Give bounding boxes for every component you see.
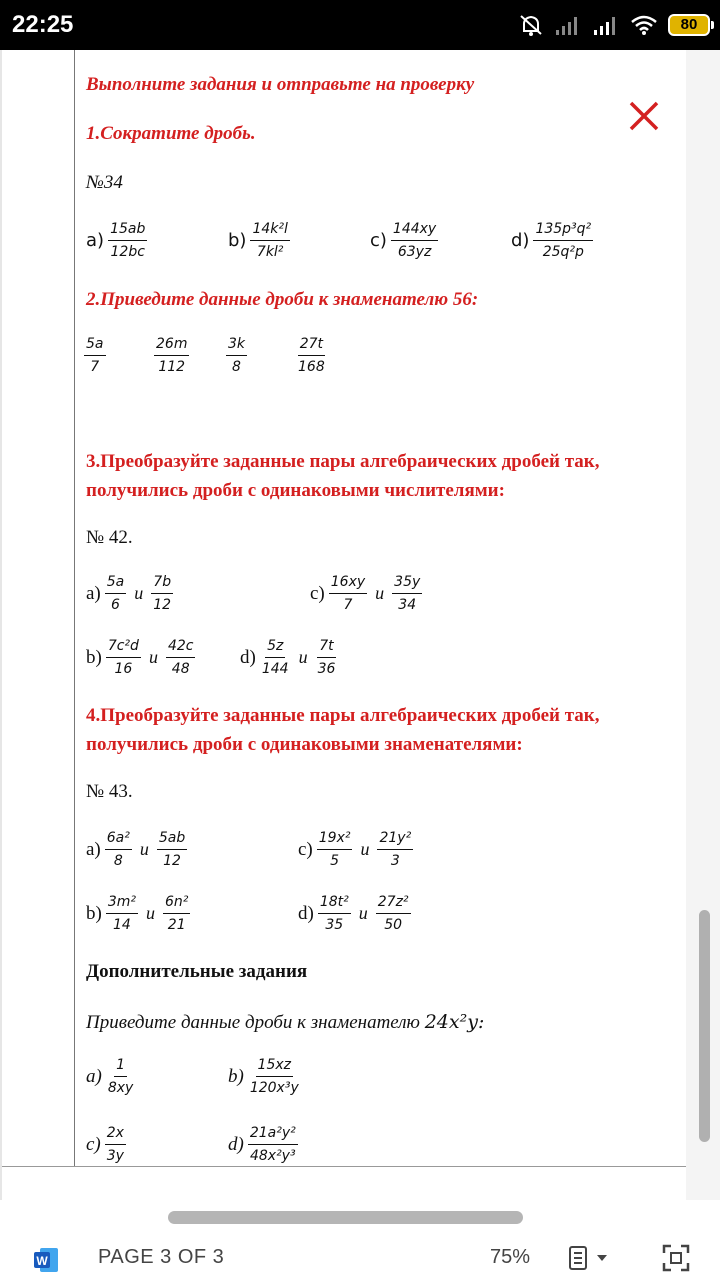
fraction: $\frac{5z}{144}$: [261, 638, 289, 677]
extra-item-b: [228, 1056, 301, 1097]
task3-item-c: [310, 573, 422, 614]
item-label: c): [310, 582, 325, 604]
fraction: $\frac{16xy}{7}$: [330, 574, 366, 613]
conjunction: и: [360, 839, 370, 859]
task3-title-line2: получились дроби с одинаковыми числителями:: [86, 480, 505, 501]
fraction: $\frac{\text{27z²}}{50}$: [377, 894, 409, 933]
fraction: $\frac{35y}{34}$: [394, 574, 421, 613]
task1-item-d: [511, 220, 593, 261]
extra-item-a: [86, 1056, 135, 1097]
fraction: $\frac{15xz}{\text{120x³y}}$: [249, 1057, 299, 1096]
task4-title-line1: 4.Преобразуйте заданные пары алгебраических дробей так,: [86, 705, 600, 726]
task2-item: [84, 335, 106, 376]
fraction: $\frac{42c}{48}$: [167, 638, 194, 677]
task2-title: 2.Приведите данные дроби к знаменателю 56:: [86, 289, 479, 310]
fraction: $\frac{3k}{8}$: [228, 336, 246, 375]
fraction: $\frac{7b}{12}$: [153, 574, 172, 613]
extra-title: Дополнительные задания: [86, 961, 308, 982]
task1-item-c: [370, 220, 438, 261]
task1-item-a: [86, 220, 147, 261]
item-label: a): [86, 1065, 102, 1087]
task4-item-a: [86, 829, 187, 870]
fraction: $\frac{5ab}{12}$: [158, 830, 186, 869]
status-time: 22:25: [12, 11, 74, 38]
task3-number: № 42.: [86, 527, 133, 548]
task4-item-c: [298, 829, 413, 870]
fraction: $\frac{5a}{7}$: [86, 336, 104, 375]
item-label: a): [86, 838, 101, 860]
item-label: d): [511, 230, 530, 251]
extra-item-d: [228, 1124, 298, 1165]
page-bottom-edge: [2, 1166, 686, 1167]
fraction: $\frac{1}{8xy}$: [107, 1057, 134, 1096]
fraction: $\frac{7t}{36}$: [317, 638, 336, 677]
item-label: b): [86, 902, 102, 924]
task4-number: № 43.: [86, 781, 133, 802]
extra-prompt-text: Приведите данные дроби к знаменателю: [86, 1012, 420, 1033]
conjunction: и: [146, 903, 155, 923]
task3-item-d: [240, 637, 337, 678]
horizontal-scrollbar[interactable]: [168, 1211, 523, 1224]
wifi-icon: [630, 14, 658, 36]
task2-item: [226, 335, 247, 376]
item-label: b): [86, 646, 102, 668]
svg-text:W: W: [36, 1254, 48, 1268]
fit-screen-icon[interactable]: [662, 1244, 690, 1272]
conjunction: и: [148, 647, 158, 667]
task4-item-b: [86, 893, 190, 934]
conjunction: и: [139, 839, 149, 859]
item-label: a): [86, 582, 101, 604]
task2-item: [154, 335, 189, 376]
fraction: $\frac{27t}{168}$: [298, 336, 325, 375]
fraction: $\frac{144xy}{63yz}$: [392, 221, 437, 260]
task4-item-d: [298, 893, 411, 934]
item-label: c): [370, 230, 387, 251]
instruction-heading: Выполните задания и отправьте на проверку: [86, 74, 475, 95]
mute-icon: [518, 13, 544, 37]
task1-number: №34: [86, 172, 123, 193]
fraction: $\frac{26m}{112}$: [156, 336, 188, 375]
fraction: $\frac{\text{14k²l}}{\text{7kl²}}$: [252, 221, 288, 260]
item-label: d): [298, 902, 314, 924]
fraction: $\frac{\text{19x²}}{5}$: [318, 830, 351, 869]
item-label: c): [86, 1133, 101, 1155]
status-bar: [0, 0, 720, 50]
fraction: $\frac{\text{6n²}}{21}$: [165, 894, 189, 933]
view-mode-icon: [568, 1245, 590, 1271]
fraction: $\frac{\text{6a²}}{8}$: [106, 830, 130, 869]
task3-title-line1: 3.Преобразуйте заданные пары алгебраических дробей так,: [86, 451, 600, 472]
fraction: $\frac{\text{3m²}}{14}$: [107, 894, 136, 933]
task1-item-b: [228, 220, 290, 261]
signal-icon: [592, 14, 620, 36]
fraction: $\frac{\text{21a²y²}}{\text{48x²y³}}$: [249, 1125, 296, 1164]
conjunction: и: [375, 583, 385, 603]
bottom-toolbar: [0, 1232, 720, 1280]
extra-prompt: [86, 1011, 484, 1034]
task2-item: [296, 335, 327, 376]
vertical-scrollbar[interactable]: [699, 910, 710, 1142]
conjunction: и: [298, 647, 308, 667]
item-label: a): [86, 230, 105, 251]
zoom-level[interactable]: 75%: [490, 1246, 531, 1268]
item-label: d): [240, 646, 256, 668]
page-margin-line: [74, 50, 75, 1166]
fraction: $\frac{\text{21y²}}{3}$: [379, 830, 412, 869]
word-icon: [32, 1246, 60, 1274]
item-label: b): [228, 230, 247, 251]
task1-title: 1.Сократите дробь.: [86, 123, 256, 144]
extra-item-c: [86, 1124, 126, 1165]
battery-icon: 80: [668, 14, 710, 36]
task3-item-b: [86, 637, 195, 678]
item-label: c): [298, 838, 313, 860]
page-indicator: PAGE 3 OF 3: [98, 1246, 225, 1268]
view-mode-button[interactable]: [568, 1244, 614, 1272]
fraction: $\frac{\text{135p³q²}}{\text{25q²p}}$: [535, 221, 592, 260]
fraction: $\frac{2x}{3y}$: [106, 1125, 124, 1164]
close-icon[interactable]: [628, 100, 660, 132]
signal-icon: [554, 14, 582, 36]
fraction: $\frac{\text{7c²d}}{16}$: [107, 638, 139, 677]
extra-prompt-expr: 24x²y:: [424, 1011, 485, 1033]
fraction: $\frac{5a}{6}$: [106, 574, 125, 613]
task3-item-a: [86, 573, 173, 614]
item-label: b): [228, 1065, 244, 1087]
conjunction: и: [134, 583, 144, 603]
task4-title-line2: получились дроби с одинаковыми знаменателями:: [86, 734, 523, 755]
item-label: d): [228, 1133, 244, 1155]
status-icons: [518, 12, 710, 38]
fraction: $\frac{15ab}{12bc}$: [110, 221, 146, 260]
chevron-down-icon: [596, 1254, 608, 1262]
fraction: $\frac{\text{18t²}}{35}$: [319, 894, 349, 933]
conjunction: и: [358, 903, 368, 923]
